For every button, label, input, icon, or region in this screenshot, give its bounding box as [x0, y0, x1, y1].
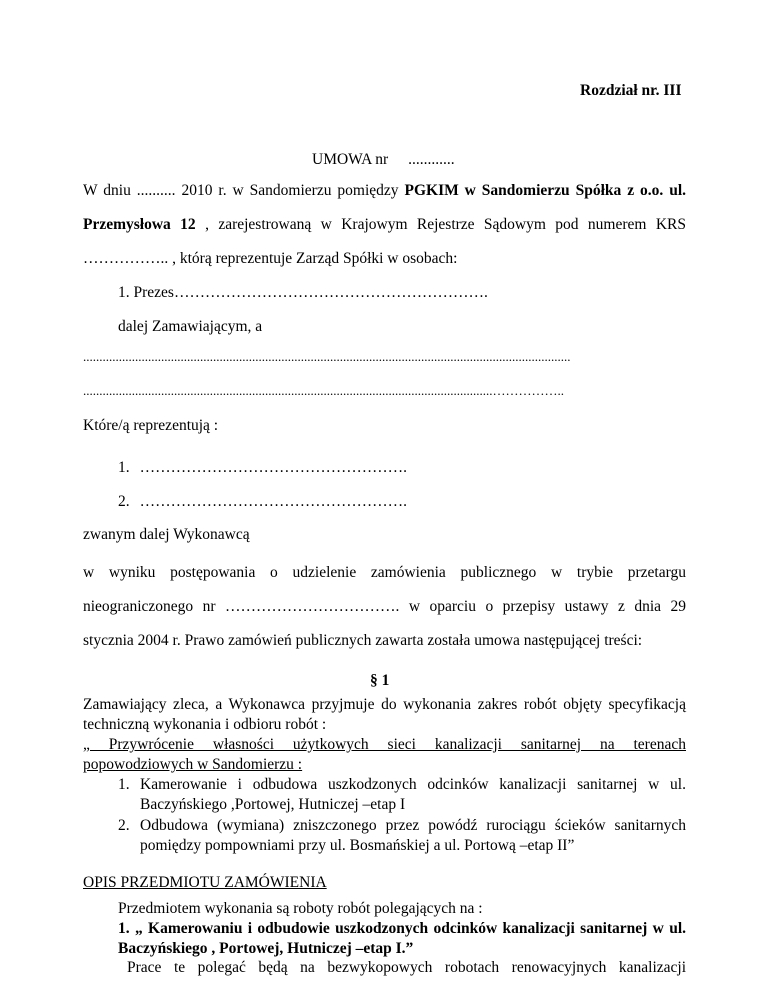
chapter-heading: Rozdział nr. III: [580, 82, 682, 99]
representative-item: 2. …………………………………………….: [118, 493, 407, 510]
section-1-item-number: 1.: [118, 776, 130, 793]
section-1-item-text: Baczyńskiego ,Portowej, Hutniczej –etap I: [140, 796, 406, 813]
procedure-line-3: stycznia 2004 r. Prawo zamówień publicznych zawarta została umowa następującej treści:: [83, 632, 643, 649]
description-heading: OPIS PRZEDMIOTU ZAMÓWIENIA: [83, 874, 327, 891]
representative-item: 1. …………………………………………….: [118, 459, 407, 476]
president-line: 1. Prezes…………………………………………………….: [118, 284, 488, 301]
section-1-line-1: Zamawiający zleca, a Wykonawca przyjmuje do wykonania zakres robót objęty specyfikacją: [83, 696, 686, 713]
section-1-item-text: Kamerowanie i odbudowa uszkodzonych odcinków kanalizacji sanitarnej w ul.: [140, 776, 686, 793]
description-item-line-2: Baczyńskiego , Portowej, Hutniczej –etap I.”: [118, 940, 414, 957]
description-intro: Przedmiotem wykonania są roboty robót polegających na :: [118, 900, 483, 917]
section-1-line-3: „ Przywrócenie własności użytkowych sieci kanalizacji sanitarnej na terenach: [83, 736, 686, 753]
section-1-item-number: 2.: [118, 817, 130, 834]
description-item-line-1: 1. „ Kamerowaniu i odbudowie uszkodzonych odcinków kanalizacji sanitarnej w ul.: [118, 920, 686, 937]
intro-line-3: …………….. , którą reprezentuje Zarząd Spółki w osobach:: [83, 250, 458, 267]
contractor-dots-line-1: ......................................................................................................................................................: [83, 350, 571, 364]
description-paragraph-line: Prace te polegać będą na bezwykopowych robotach renowacyjnych kanalizacji: [127, 959, 686, 976]
intro-line-2: Przemysłowa 12 , zarejestrowaną w Krajowym Rejestrze Sądowym pod numerem KRS: [83, 216, 686, 233]
section-1-item-text: pomiędzy pompowniami przy ul. Bosmańskiej a ul. Portową –etap II”: [140, 837, 575, 854]
procedure-line-1: w wyniku postępowania o udzielenie zamówienia publicznego w trybie przetargu: [83, 564, 686, 581]
ordering-party-line: dalej Zamawiającym, a: [118, 318, 263, 335]
section-1-item-text: Odbudowa (wymiana) zniszczonego przez powódź rurociągu ścieków sanitarnych: [140, 817, 686, 834]
contractor-dots-line-2: ..............................................................................................................................……………..: [83, 384, 564, 398]
contract-title: [312, 151, 455, 169]
section-1-line-4: popowodziowych w Sandomierzu :: [83, 756, 303, 773]
contract-number: ............: [408, 151, 455, 168]
contractor-definition: zwanym dalej Wykonawcą: [83, 526, 250, 543]
intro-line-1: W dniu .......... 2010 r. w Sandomierzu pomiędzy PGKIM w Sandomierzu Spółka z o.o. ul.: [83, 182, 687, 199]
procedure-line-2: nieograniczonego nr ……………………………. w oparciu o przepisy ustawy z dnia 29: [83, 598, 686, 615]
represented-by-line: Które/ą reprezentują :: [83, 417, 219, 434]
contract-title-label: UMOWA nr: [312, 151, 389, 168]
section-1-line-2: techniczną wykonania i odbioru robót :: [83, 716, 327, 733]
section-1-heading: § 1: [370, 672, 390, 689]
